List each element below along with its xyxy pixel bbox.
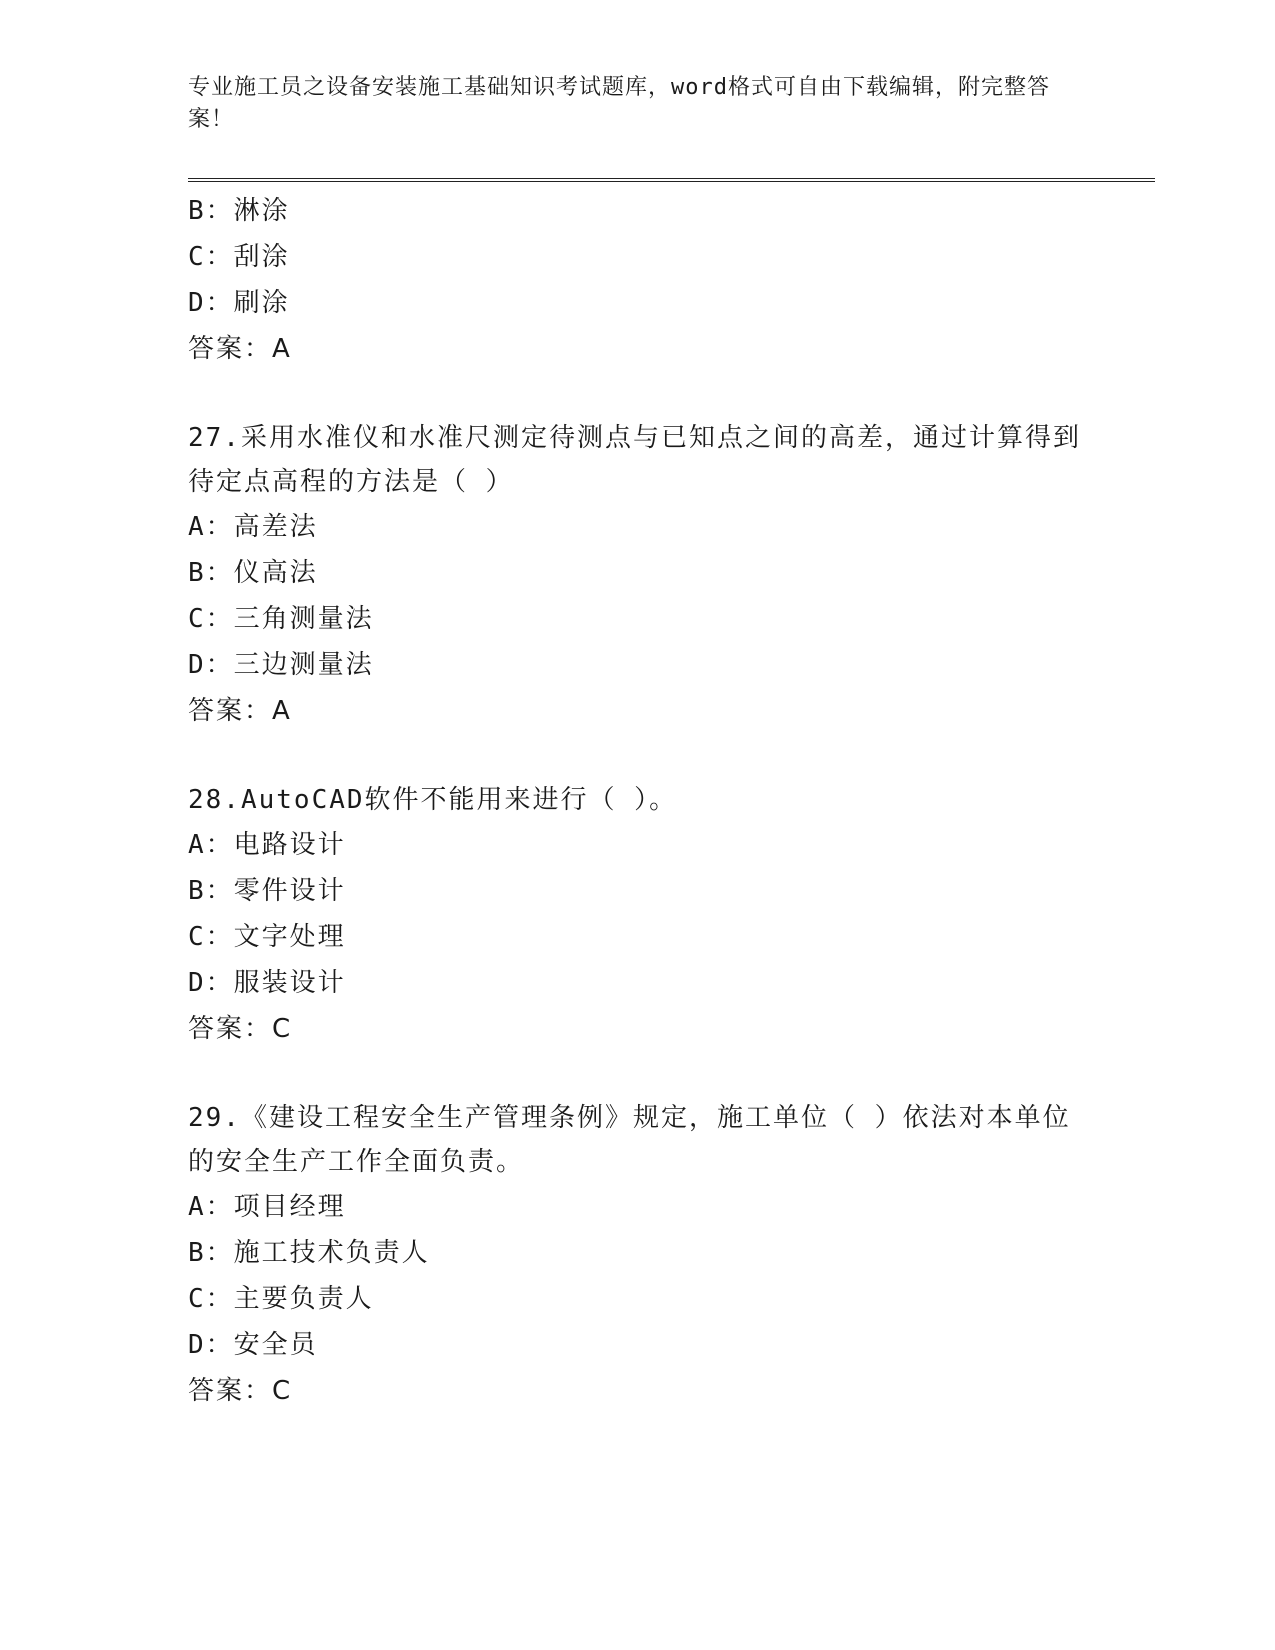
answer-line: 答案：C [188,1014,293,1044]
answer-line: 答案：A [188,334,292,364]
partial-question [188,188,1088,372]
question-stem: 27.采用水准仪和水准尺测定待测点与已知点之间的高差，通过计算得到待定点高程的方法是（ ） [188,423,1081,497]
option-c: C：文字处理 [188,922,346,952]
question-27 [188,416,1088,734]
question-stem: 28.AutoCAD软件不能用来进行（ ）。 [188,785,678,815]
header-divider [188,178,1155,182]
document-header: 专业施工员之设备安装施工基础知识考试题库，word格式可自由下载编辑，附完整答案！ [188,75,1050,132]
option-d: D：刷涂 [188,288,290,318]
answer-line: 答案：A [188,696,292,726]
question-stem: 29.《建设工程安全生产管理条例》规定，施工单位（ ）依法对本单位的安全生产工作全面负责。 [188,1103,1071,1177]
option-d: D：安全员 [188,1330,318,1360]
question-28 [188,778,1088,1052]
option-c: C：主要负责人 [188,1284,374,1314]
question-29 [188,1096,1088,1414]
answer-line: 答案：C [188,1376,293,1406]
option-d: D：服装设计 [188,968,346,998]
option-b: B：仪高法 [188,558,318,588]
option-b: B：淋涂 [188,196,290,226]
option-c: C：刮涂 [188,242,290,272]
option-c: C：三角测量法 [188,604,374,634]
document-body [188,188,1088,1414]
option-b: B：施工技术负责人 [188,1238,430,1268]
option-a: A：高差法 [188,512,318,542]
option-a: A：项目经理 [188,1192,346,1222]
option-d: D：三边测量法 [188,650,374,680]
option-a: A：电路设计 [188,830,346,860]
option-b: B：零件设计 [188,876,346,906]
